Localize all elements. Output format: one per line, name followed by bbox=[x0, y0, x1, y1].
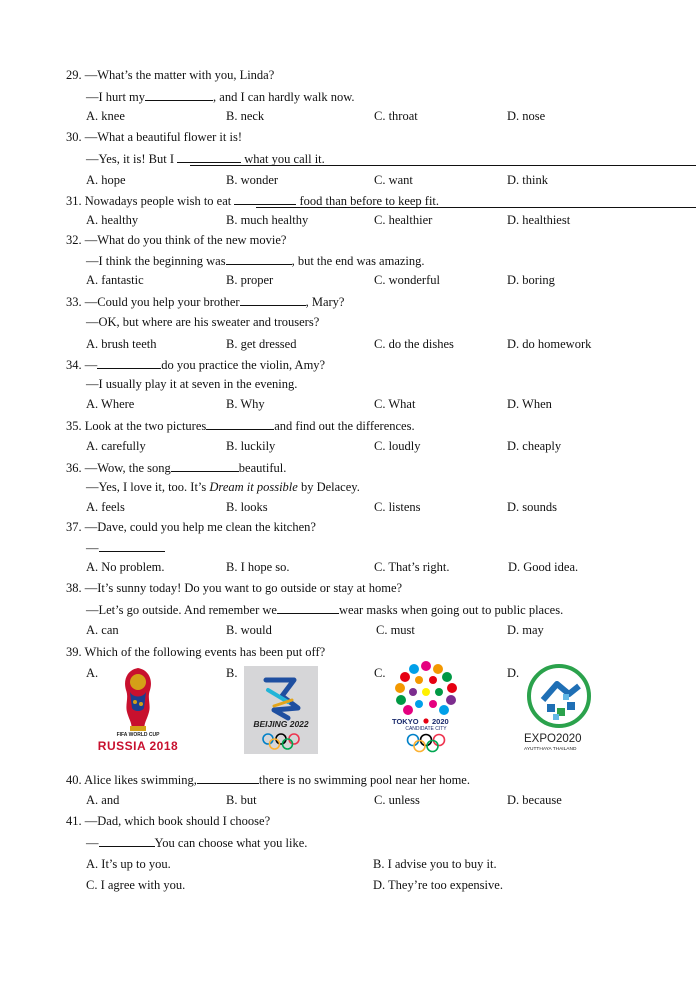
q37-line2: — bbox=[86, 539, 165, 556]
q40-option-d[interactable]: D. because bbox=[507, 793, 562, 807]
expo-2020-logo[interactable] bbox=[523, 660, 593, 756]
q40-option-b[interactable]: B. but bbox=[226, 793, 257, 807]
q29-option-a[interactable]: A. knee bbox=[86, 109, 125, 123]
q30-option-a[interactable]: A. hope bbox=[86, 173, 126, 187]
q37-stem: 37. —Dave, could you help me clean the kitchen? bbox=[66, 520, 316, 534]
logo-a-line1: FIFA WORLD CUP bbox=[116, 732, 160, 738]
answer-blank[interactable] bbox=[99, 834, 155, 847]
q39-option-c[interactable]: C. bbox=[374, 666, 386, 680]
q29-option-c[interactable]: C. throat bbox=[374, 109, 418, 123]
q37-option-d[interactable]: D. Good idea. bbox=[508, 560, 579, 574]
q34-option-c[interactable]: C. What bbox=[374, 397, 416, 411]
q30-option-b[interactable]: B. wonder bbox=[226, 173, 279, 187]
q37-option-b[interactable]: B. I hope so. bbox=[226, 560, 290, 574]
q30-line2: —Yes, it is! But I what you call it. bbox=[86, 152, 325, 166]
world-cup-2018-logo[interactable] bbox=[97, 664, 179, 756]
q33-line2: —OK, but where are his sweater and trousers? bbox=[86, 315, 320, 329]
q36-option-a[interactable]: A. feels bbox=[86, 500, 125, 514]
logo-c-year: 2020 bbox=[432, 717, 449, 726]
answer-blank[interactable] bbox=[99, 539, 165, 552]
q30-stem: 30. —What a beautiful flower it is! bbox=[66, 130, 242, 144]
q33-option-c[interactable]: C. do the dishes bbox=[374, 337, 454, 351]
q31-option-c[interactable]: C. healthier bbox=[374, 213, 433, 227]
q39-stem: 39. Which of the following events has been put off? bbox=[66, 645, 326, 659]
answer-blank[interactable] bbox=[145, 88, 213, 101]
q34-line2: —I usually play it at seven in the evening. bbox=[86, 377, 298, 391]
q39-option-b[interactable]: B. bbox=[226, 666, 238, 680]
logo-a-line2: RUSSIA 2018 bbox=[97, 739, 179, 753]
logo-d-line1: EXPO2020 bbox=[524, 733, 582, 745]
q31-option-d[interactable]: D. healthiest bbox=[507, 213, 571, 227]
q40-stem: 40. Alice likes swimming, there is no swimming pool near her home. bbox=[66, 773, 470, 787]
q39-option-d[interactable]: D. bbox=[507, 666, 520, 680]
q29-line2: —I hurt my , and I can hardly walk now. bbox=[86, 90, 355, 104]
q34-option-d[interactable]: D. When bbox=[507, 397, 552, 411]
song-title: Dream it possible bbox=[209, 480, 298, 494]
q38-option-c[interactable]: C. must bbox=[376, 623, 415, 637]
q35-option-d[interactable]: D. cheaply bbox=[507, 439, 562, 453]
q31-option-b[interactable]: B. much healthy bbox=[226, 213, 309, 227]
logo-b-text: BEIJING 2022 bbox=[253, 719, 309, 729]
answer-blank[interactable] bbox=[234, 192, 296, 205]
q36-line2: —Yes, I love it, too. It’s Dream it possible by Delacey. bbox=[86, 480, 360, 494]
answer-blank[interactable] bbox=[177, 150, 241, 163]
tokyo-2020-logo[interactable] bbox=[389, 660, 463, 756]
q41-option-a[interactable]: A. It’s up to you. bbox=[86, 857, 171, 871]
q38-option-b[interactable]: B. would bbox=[226, 623, 272, 637]
q39-option-a[interactable]: A. bbox=[86, 666, 99, 680]
q34-option-b[interactable]: B. Why bbox=[226, 397, 265, 411]
expo-emblem-icon bbox=[523, 660, 593, 740]
q30-option-c[interactable]: C. want bbox=[374, 173, 413, 187]
q33-option-d[interactable]: D. do homework bbox=[507, 337, 592, 351]
q35-option-b[interactable]: B. luckily bbox=[226, 439, 276, 453]
q31-option-a[interactable]: A. healthy bbox=[86, 213, 139, 227]
q37-option-c[interactable]: C. That’s right. bbox=[374, 560, 450, 574]
q29-stem: 29. —What’s the matter with you, Linda? bbox=[66, 68, 275, 82]
q29-option-d[interactable]: D. nose bbox=[507, 109, 546, 123]
answer-blank[interactable] bbox=[240, 293, 306, 306]
q38-option-a[interactable]: A. can bbox=[86, 623, 119, 637]
q35-stem: 35. Look at the two pictures and find out the differences. bbox=[66, 419, 415, 433]
answer-blank[interactable] bbox=[206, 417, 274, 430]
q41-option-c[interactable]: C. I agree with you. bbox=[86, 878, 186, 892]
q36-stem: 36. —Wow, the song beautiful. bbox=[66, 461, 287, 475]
q31-stem: 31. Nowadays people wish to eat food than before to keep fit. bbox=[66, 194, 440, 208]
answer-blank[interactable] bbox=[197, 771, 259, 784]
q41-line2: — You can choose what you like. bbox=[86, 836, 308, 850]
q33-option-b[interactable]: B. get dressed bbox=[226, 337, 297, 351]
q36-option-b[interactable]: B. looks bbox=[226, 500, 268, 514]
q33-stem: 33. —Could you help your brother , Mary? bbox=[66, 295, 345, 309]
q40-option-a[interactable]: A. and bbox=[86, 793, 120, 807]
q38-option-d[interactable]: D. may bbox=[507, 623, 544, 637]
answer-blank[interactable] bbox=[277, 601, 339, 614]
beijing-emblem-icon bbox=[244, 666, 318, 754]
q40-option-c[interactable]: C. unless bbox=[374, 793, 420, 807]
q38-stem: 38. —It’s sunny today! Do you want to go outside or stay at home? bbox=[66, 581, 403, 595]
q29-option-b[interactable]: B. neck bbox=[226, 109, 265, 123]
q32-option-d[interactable]: D. boring bbox=[507, 273, 555, 287]
q35-option-a[interactable]: A. carefully bbox=[86, 439, 146, 453]
logo-d-line2: AYUTTHAYA THAILAND bbox=[524, 747, 577, 752]
rule-line bbox=[256, 207, 696, 208]
q41-option-b[interactable]: B. I advise you to buy it. bbox=[373, 857, 497, 871]
beijing-2022-logo[interactable] bbox=[244, 666, 318, 754]
answer-blank[interactable] bbox=[226, 252, 292, 265]
q34-option-a[interactable]: A. Where bbox=[86, 397, 135, 411]
answer-blank[interactable] bbox=[171, 459, 239, 472]
q32-option-a[interactable]: A. fantastic bbox=[86, 273, 144, 287]
q36-option-c[interactable]: C. listens bbox=[374, 500, 421, 514]
q32-option-b[interactable]: B. proper bbox=[226, 273, 274, 287]
q37-option-a[interactable]: A. No problem. bbox=[86, 560, 165, 574]
q41-stem: 41. —Dad, which book should I choose? bbox=[66, 814, 271, 828]
q34-stem: 34. — do you practice the violin, Amy? bbox=[66, 358, 326, 372]
rule-line bbox=[190, 165, 696, 166]
q32-stem: 32. —What do you think of the new movie? bbox=[66, 233, 287, 247]
q33-option-a[interactable]: A. brush teeth bbox=[86, 337, 157, 351]
q35-option-c[interactable]: C. loudly bbox=[374, 439, 421, 453]
logo-c-city: TOKYO bbox=[392, 717, 419, 726]
tokyo-wreath-icon bbox=[389, 660, 463, 756]
q30-option-d[interactable]: D. think bbox=[507, 173, 548, 187]
answer-blank[interactable] bbox=[97, 356, 161, 369]
q38-line2: —Let’s go outside. And remember we wear masks when going out to public places. bbox=[86, 603, 564, 617]
q41-option-d[interactable]: D. They’re too expensive. bbox=[373, 878, 503, 892]
logo-c-line2: CANDIDATE CITY bbox=[405, 726, 447, 732]
q36-option-d[interactable]: D. sounds bbox=[507, 500, 558, 514]
q32-line2: —I think the beginning was , but the end was amazing. bbox=[86, 254, 425, 268]
q32-option-c[interactable]: C. wonderful bbox=[374, 273, 440, 287]
